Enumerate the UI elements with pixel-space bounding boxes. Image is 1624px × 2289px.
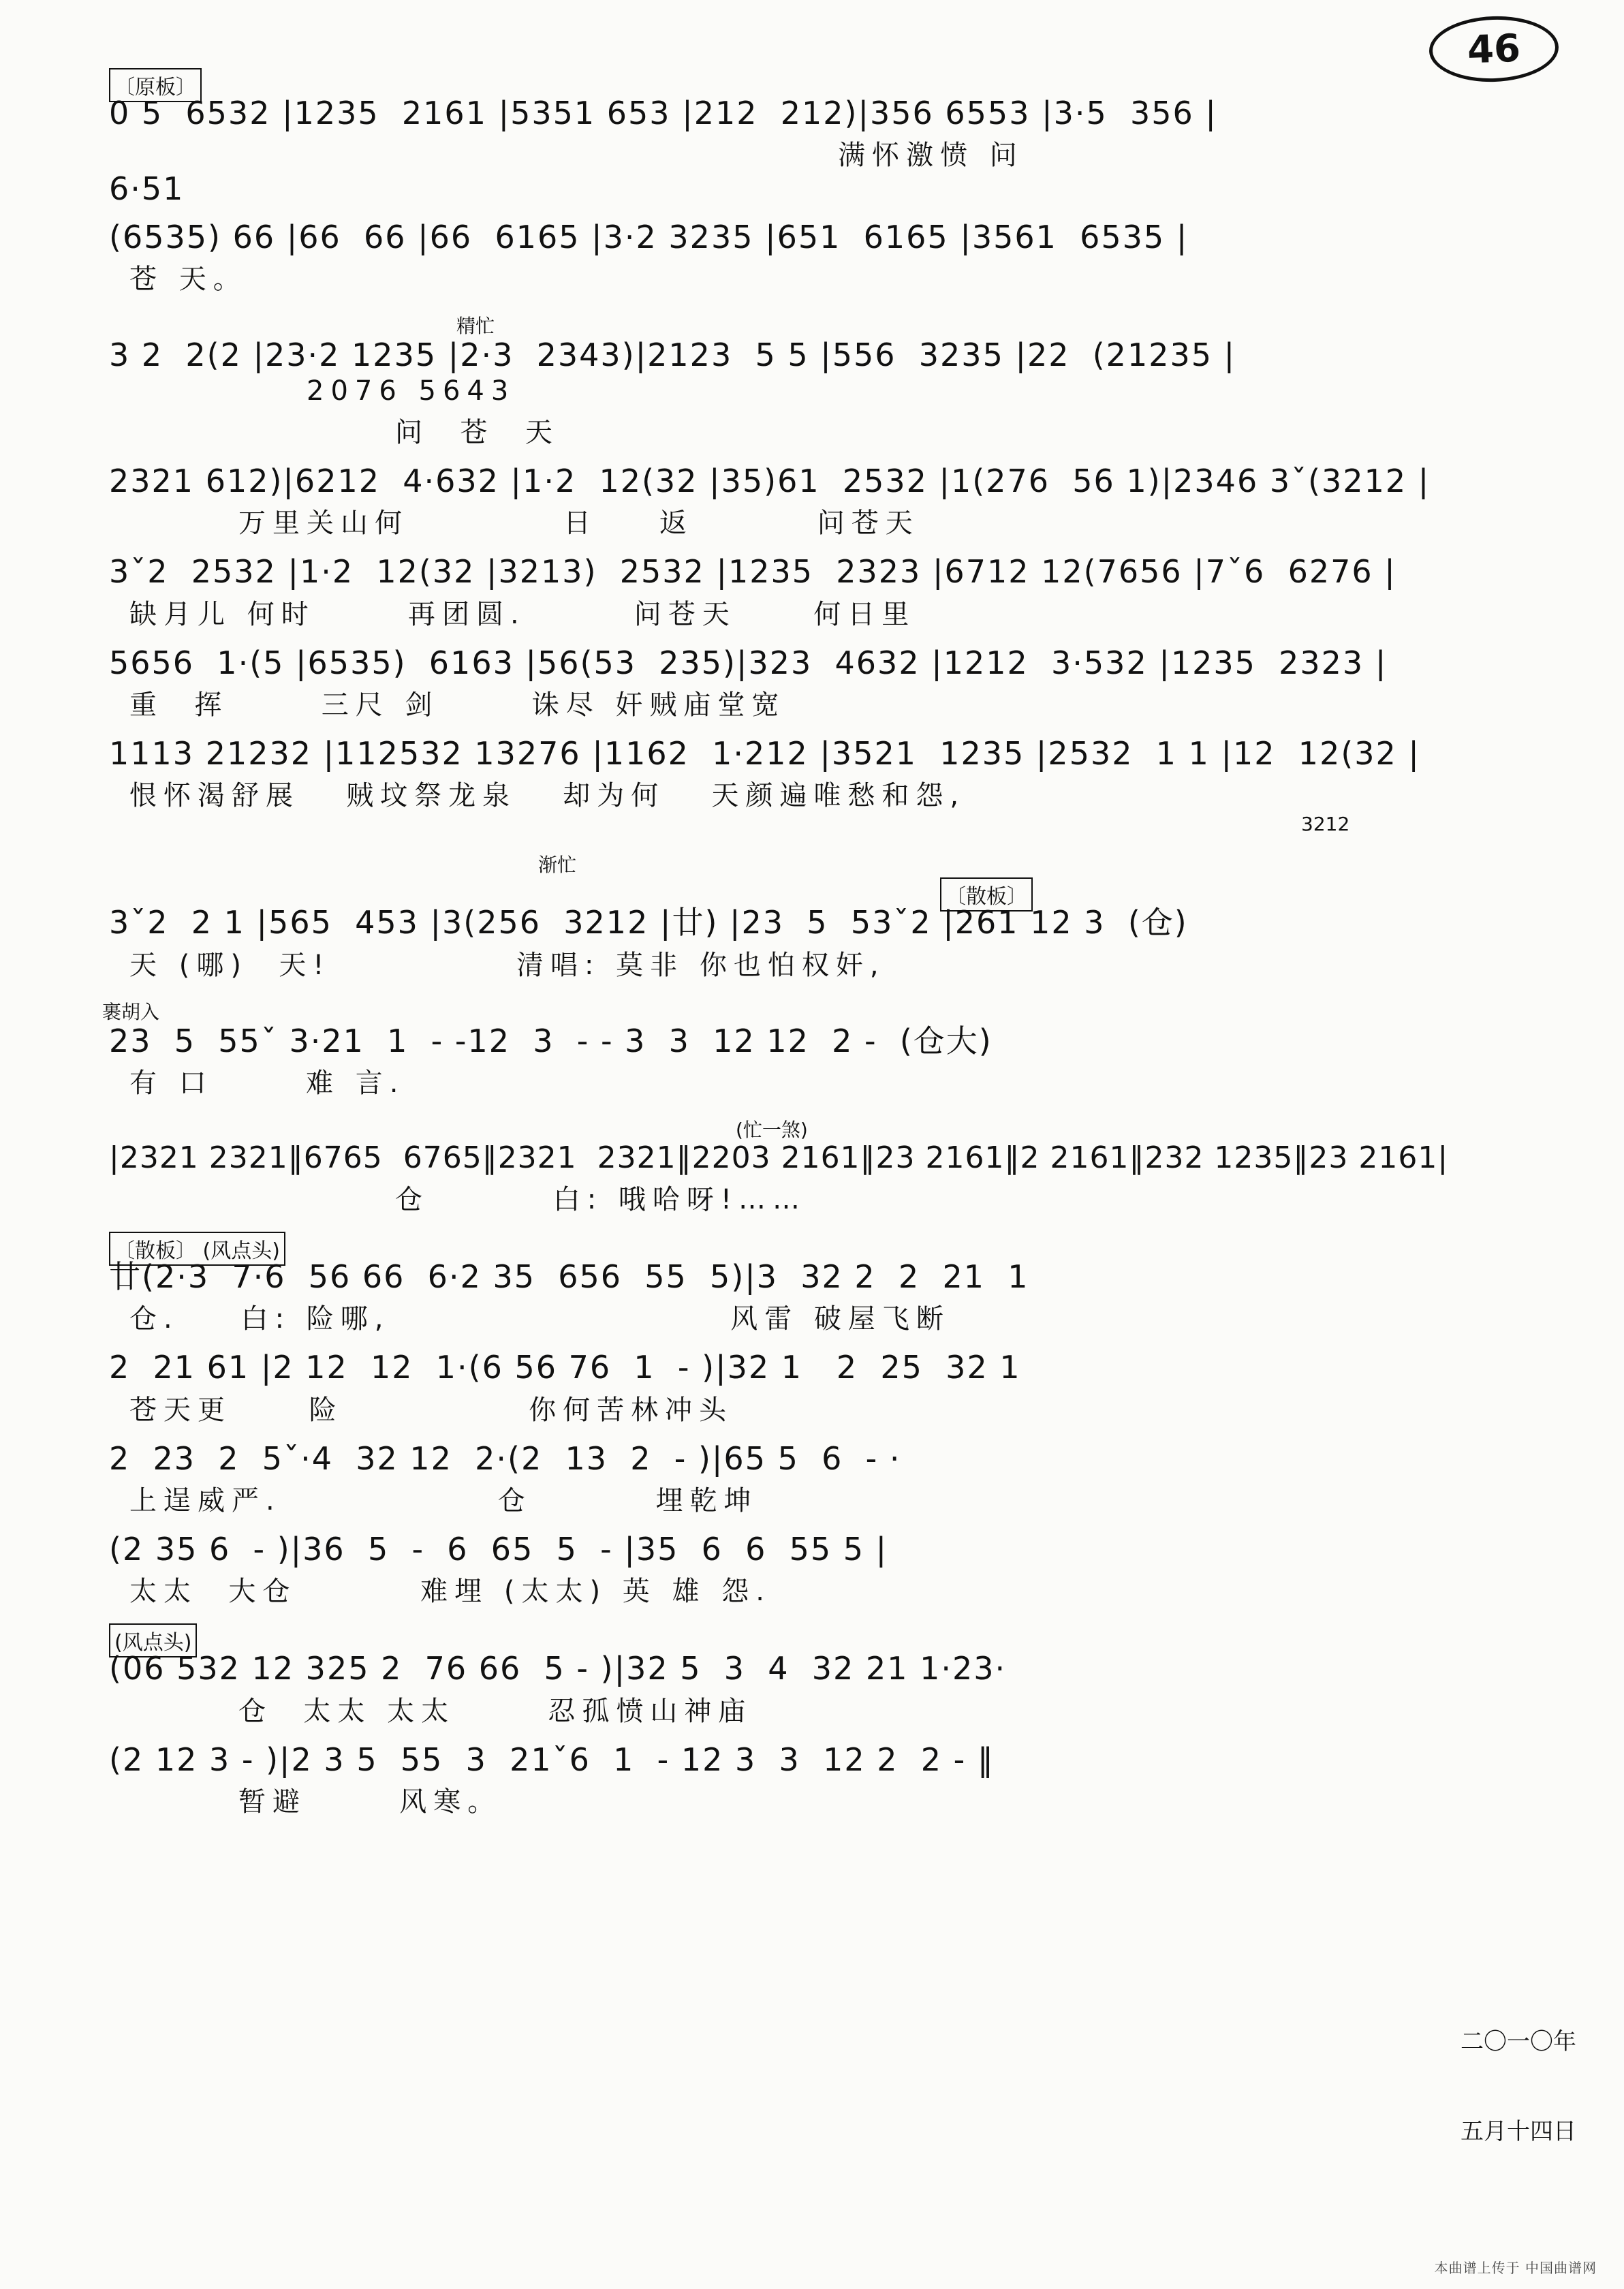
tempo-marker: 〔散板〕: [940, 877, 1033, 912]
notation-line: (2 12 3 - )|2 3 5 55 3 21ˇ6 1 - 12 3 3 12 2 2 - ‖: [109, 1741, 995, 1778]
notation-line: (06 532 12 325 2 76 66 5 - )|32 5 3 4 32 21 1·23·: [109, 1650, 1007, 1687]
date-line-2: 五月十四日: [1461, 2118, 1576, 2146]
notation-line: 0 5 6532 |1235 2161 |5351 653 |212 212)|356 6553 |3·5 356 |: [109, 95, 1217, 131]
tempo-marker: 〔散板〕 (风点头): [109, 1232, 285, 1266]
notation-line: 2 23 2 5ˇ·4 32 12 2·(2 13 2 - )|65 5 6 - ·: [109, 1439, 901, 1477]
music-system: [102, 1743, 1546, 1819]
music-system: [102, 1351, 1546, 1427]
annotation-above: 精忙: [456, 314, 495, 337]
lyrics-line: 满怀激愤 问: [838, 140, 1024, 172]
composition-date: [1461, 1967, 1576, 2208]
music-system: [102, 68, 1546, 206]
notation-line: 1113 21232 |112532 13276 |1162 1·212 |3521 1235 |2532 1 1 |12 12(32 |: [109, 735, 1420, 773]
lyrics-line: 万里关山何 日 返 问苍天: [238, 508, 920, 540]
notation-line: 3ˇ2 2532 |1·2 12(32 |3213) 2532 |1235 2323 |6712 12(7656 |7ˇ6 6276 |: [109, 553, 1396, 591]
music-system: [102, 311, 1546, 450]
music-system: [102, 1115, 1546, 1217]
notation-line: |2321 2321‖6765 6765‖2321 2321‖2203 2161‖23 2161‖2 2161‖232 1235‖23 2161|: [109, 1140, 1449, 1175]
tempo-marker-row: [109, 68, 1546, 99]
tempo-marker-row: [109, 1232, 1546, 1264]
annotation-above: 渐忙: [538, 854, 577, 877]
lyrics-line: 问 苍 天: [395, 417, 559, 449]
lyrics-line: 苍天更 险 你何苦林冲头: [129, 1394, 734, 1426]
notation-line: 23 5 55ˇ 3·21 1 - -12 3 - - 3 3 12 12 2 - (仓大): [109, 1022, 993, 1059]
lyrics-line: 仓 白: 哦哈呀!……: [395, 1184, 807, 1216]
notation-line: 6·51: [109, 170, 185, 208]
lyrics-line: 仓 太太 太太 忍孤愤山神庙: [238, 1695, 753, 1727]
tempo-marker-row: [109, 1623, 1546, 1655]
lyrics-line: 恨怀渴舒展 贼坟祭龙泉 却为何 天颜遍唯愁和怨,: [129, 780, 966, 812]
site-credit: [1435, 2257, 1597, 2277]
music-system: [102, 644, 1546, 722]
lyrics-line: 缺月儿 何时 再团圆. 问苍天 何日里: [129, 598, 916, 630]
lyrics-line: 暂避 风寒。: [238, 1786, 502, 1818]
lyrics-line: 有 口 难 言.: [129, 1067, 405, 1099]
music-system: [102, 850, 1546, 982]
lyrics-line: 太太 大仓 难埋 (太太) 英 雄 怨.: [129, 1576, 771, 1608]
lyrics-line: 重 挥 三尺 剑 诛尽 奸贼庙堂宽: [129, 689, 786, 721]
music-system: [102, 997, 1546, 1100]
notation-line: (2 35 6 - )|36 5 - 6 65 5 - |35 6 6 55 5 |: [109, 1531, 888, 1568]
lyrics-line: 仓. 白: 险哪, 风雷 破屋飞断: [129, 1303, 950, 1335]
notation-line: 廿(2·3 7·6 56 66 6·2 35 656 55 5)|3 32 2 2 21 1: [109, 1258, 1029, 1296]
music-system: [102, 1232, 1546, 1336]
lyrics-line: 上逞威严. 仓 埋乾坤: [129, 1485, 758, 1517]
music-system: [102, 1623, 1546, 1728]
music-system: [102, 555, 1546, 631]
music-system: [102, 465, 1546, 540]
tempo-marker-row: [940, 877, 1546, 909]
percussion-marker: (风点头): [109, 1623, 197, 1657]
notation-line: (6535) 66 |66 66 |66 6165 |3·2 3235 |651 6165 |3561 6535 |: [109, 218, 1189, 255]
percussion-marker: (忙一煞): [736, 1118, 808, 1141]
lyrics-line: 天 (哪) 天! 清唱: 莫非 你也怕权奸,: [129, 949, 886, 981]
side-annotation: 3212: [1301, 813, 1350, 836]
entrance-annotation: 裹胡入: [102, 1000, 160, 1023]
notation-line: 2 21 61 |2 12 12 1·(6 56 76 1 - )|32 1 2 25 32 1: [109, 1349, 1021, 1386]
music-system: [102, 737, 1546, 835]
date-line-1: 二〇一〇年: [1461, 2027, 1576, 2055]
tempo-marker: 〔原板〕: [109, 68, 202, 102]
notation-line: 3 2 2(2 |23·2 1235 |2·3 2343)|2123 5 5 |556 3235 |22 (21235 |: [109, 336, 1236, 373]
notation-line: 3ˇ2 2 1 |565 453 |3(256 3212 |廿) |23 5 53ˇ2 |261 12 3 (仓): [109, 904, 1188, 941]
lyrics-line: 苍 天。: [129, 263, 247, 295]
notation-line: 2321 612)|6212 4·632 |1·2 12(32 |35)61 2532 |1(276 56 1)|2346 3ˇ(3212 |: [109, 463, 1431, 500]
music-system: [102, 1439, 1546, 1518]
music-system: [102, 1533, 1546, 1608]
music-systems-container: [102, 68, 1546, 1834]
page-number: 46: [1428, 14, 1559, 84]
sub-notation: 2076 5643: [307, 375, 516, 407]
music-system: [102, 218, 1546, 296]
notation-line: 5656 1·(5 |6535) 6163 |56(53 235)|323 4632 |1212 3·532 |1235 2323 |: [109, 644, 1388, 681]
credit-text: 本曲谱上传于 中国曲谱网: [1434, 2260, 1597, 2276]
